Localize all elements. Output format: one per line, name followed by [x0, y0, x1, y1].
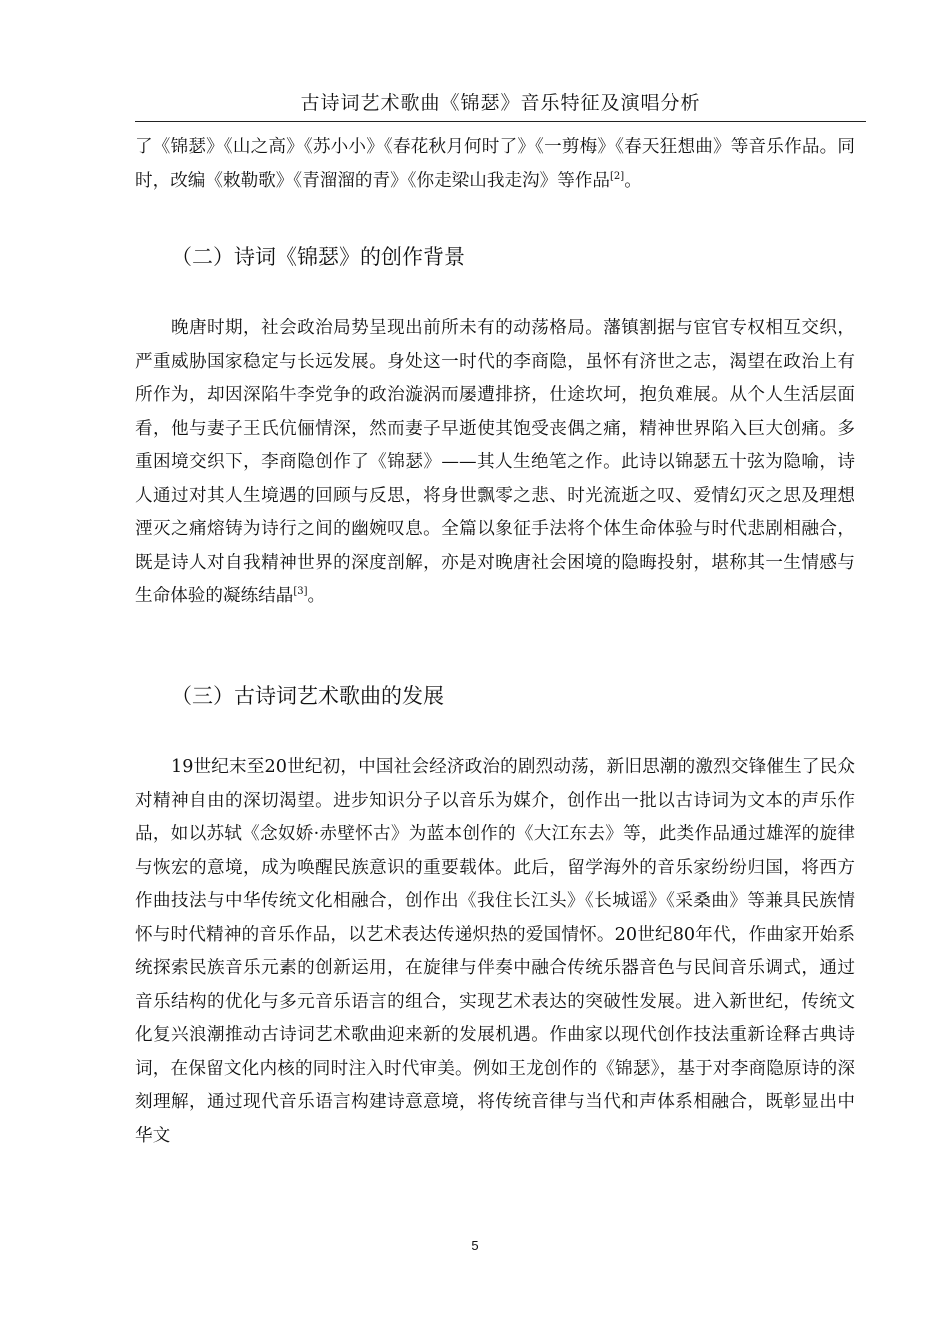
running-header-title: 古诗词艺术歌曲《锦瑟》音乐特征及演唱分析 — [300, 92, 701, 114]
paragraph-text: 晚唐时期，社会政治局势呈现出前所未有的动荡格局。藩镇割据与宦官专权相互交织，严重威胁国家稳定与长远发展。身处这一时代的李商隐，虽怀有济世之志，渴望在政治上有所作为，却因深陷牛李党争的政治漩涡而屡遭排挤，仕途坎坷，抱负难展。从个人生活层面看，他与妻子王氏伉俪情深，然而妻子早逝使其饱受丧偶之痛，精神世界陷入巨大创痛。多重困境交织下，李商隐创作了《锦瑟》——其人生绝笔之作。此诗以锦瑟五十弦为隐喻，诗人通过对其人生境遇的回顾与反思，将身世飘零之悲、时光流逝之叹、爱情幻灭之思及理想湮灭之痛熔铸为诗行之间的幽婉叹息。全篇以象征手法将个体生命体验与时代悲剧相融合，既是诗人对自我精神世界的深度剖解，亦是对晚唐社会困境的隐晦投射，堪称其一生情感与生命体验的凝练结晶 — [135, 318, 855, 606]
citation-marker: [3] — [293, 586, 308, 598]
paragraph-end: 。 — [307, 586, 326, 606]
paragraph-text: 19世纪末至20世纪初，中国社会经济政治的剧烈动荡，新旧思潮的激烈交锋催生了民众对精神自由的深切渴望。进步知识分子以音乐为媒介，创作出一批以古诗词为文本的声乐作品，如以苏轼《念奴娇·赤壁怀古》为蓝本创作的《大江东去》等，此类作品通过雄浑的旋律与恢宏的意境，成为唤醒民族意识的重要载体。此后，留学海外的音乐家纷纷归国，将西方作曲技法与中华传统文化相融合，创作出《我住长江头》《长城谣》《采桑曲》等兼具民族情怀与时代精神的音乐作品，以艺术表达传递炽热的爱国情怀。20世纪80年代，作曲家开始系统探索民族音乐元素的创新运用，在旋律与伴奏中融合传统乐器音色与民间音乐调式，通过音乐结构的优化与多元音乐语言的组合，实现艺术表达的突破性发展。进入新世纪，传统文化复兴浪潮推动古诗词艺术歌曲迎来新的发展机遇。作曲家以现代创作技法重新诠释古典诗词，在保留文化内核的同时注入时代审美。例如王龙创作的《锦瑟》，基于对李商隐原诗的深刻理解，通过现代音乐语言构建诗意意境，将传统音律与当代和声体系相融合，既彰显出中华文 — [135, 757, 855, 1146]
running-header — [135, 88, 866, 122]
page-number: 5 — [471, 1238, 479, 1253]
paragraph-end: 。 — [624, 170, 642, 191]
section-3-paragraph — [135, 751, 855, 1153]
section-heading-3: （三）古诗词艺术歌曲的发展 — [171, 684, 444, 708]
citation-marker: [2] — [610, 170, 625, 182]
paragraph-text: 了《锦瑟》《山之高》《苏小小》《春花秋月何时了》《一剪梅》《春天狂想曲》等音乐作品。同时，改编《敕勒歌》《青溜溜的青》《你走梁山我走沟》等作品 — [135, 137, 855, 191]
section-heading-2: （二）诗词《锦瑟》的创作背景 — [171, 245, 465, 269]
section-2-paragraph — [135, 312, 855, 614]
continued-paragraph — [135, 131, 855, 198]
